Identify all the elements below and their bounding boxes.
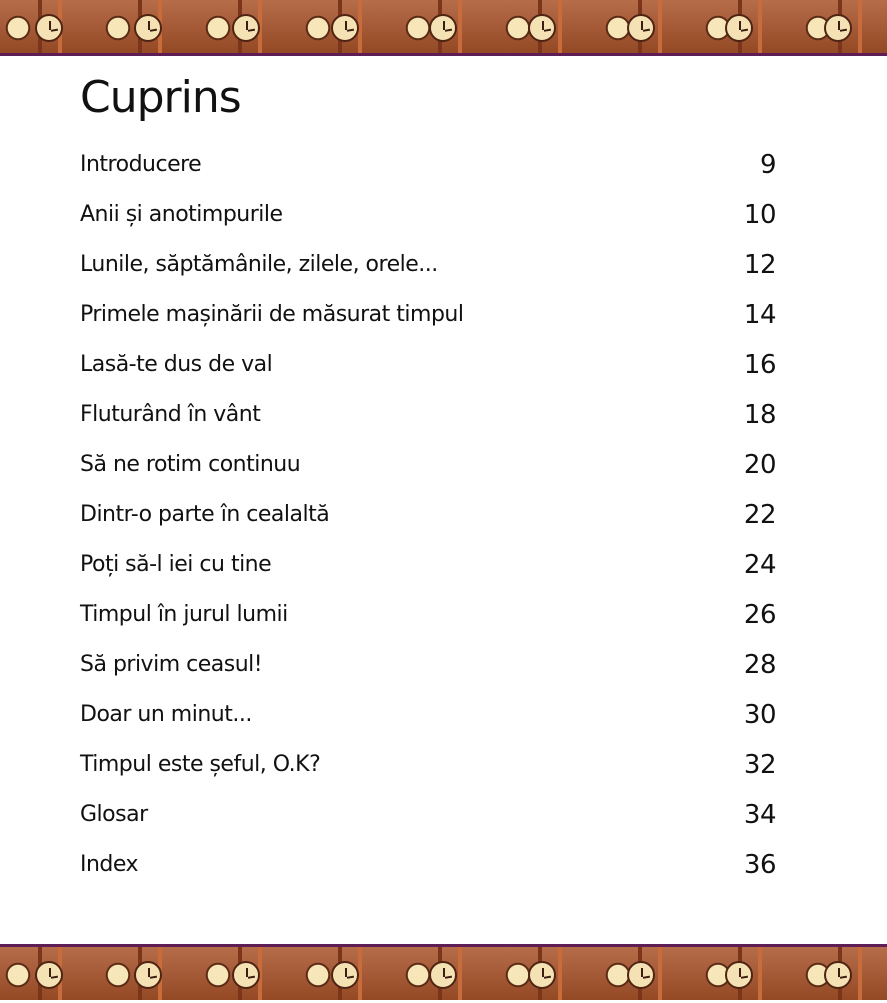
toc-list [80, 140, 776, 890]
page-title: Cuprins [80, 72, 241, 123]
bottom-decorative-border [0, 944, 887, 1000]
toc-entry-page: 32 [743, 750, 776, 780]
toc-entry-title: Glosar [80, 802, 148, 827]
toc-entry-title: Anii și anotimpurile [80, 202, 283, 227]
toc-entry [80, 140, 776, 190]
toc-entry-page: 12 [743, 250, 776, 280]
clock-icon [35, 14, 63, 42]
top-clock-row [0, 0, 887, 56]
toc-entry-title: Dintr-o parte în cealaltă [80, 502, 330, 527]
toc-entry-page: 18 [743, 400, 776, 430]
toc-entry-page: 9 [759, 150, 776, 180]
toc-entry-page: 28 [743, 650, 776, 680]
toc-entry-title: Să ne rotim continuu [80, 452, 301, 477]
toc-entry-title: Lunile, săptămânile, zilele, orele... [80, 252, 438, 277]
clock-icon [134, 961, 162, 989]
toc-entry [80, 490, 776, 540]
bottom-clock-row [0, 947, 887, 1003]
clock-icon [331, 961, 359, 989]
toc-entry [80, 190, 776, 240]
toc-entry-title: Fluturând în vânt [80, 402, 261, 427]
toc-entry [80, 290, 776, 340]
toc-entry-page: 36 [743, 850, 776, 880]
toc-entry [80, 690, 776, 740]
toc-entry-title: Să privim ceasul! [80, 652, 263, 677]
toc-entry-title: Doar un minut... [80, 702, 252, 727]
toc-entry [80, 790, 776, 840]
clock-icon [725, 14, 753, 42]
toc-entry [80, 540, 776, 590]
toc-entry [80, 840, 776, 890]
toc-entry [80, 740, 776, 790]
clock-icon [35, 961, 63, 989]
clock-icon [331, 14, 359, 42]
toc-entry-title: Timpul este șeful, O.K? [80, 752, 321, 777]
toc-entry [80, 340, 776, 390]
clock-icon [725, 961, 753, 989]
toc-entry-page: 10 [743, 200, 776, 230]
clock-icon [824, 14, 852, 42]
toc-entry [80, 440, 776, 490]
clock-icon [232, 14, 260, 42]
toc-entry-title: Lasă-te dus de val [80, 352, 273, 377]
toc-entry [80, 240, 776, 290]
clock-icon [232, 961, 260, 989]
toc-entry-page: 14 [743, 300, 776, 330]
top-decorative-border [0, 0, 887, 56]
toc-entry [80, 640, 776, 690]
toc-entry-page: 24 [743, 550, 776, 580]
toc-entry-page: 34 [743, 800, 776, 830]
toc-entry-page: 20 [743, 450, 776, 480]
clock-icon [429, 14, 457, 42]
clock-icon [134, 14, 162, 42]
toc-entry [80, 390, 776, 440]
toc-entry-title: Introducere [80, 152, 202, 177]
clock-icon [824, 961, 852, 989]
clock-icon [528, 14, 556, 42]
toc-entry-title: Primele mașinării de măsurat timpul [80, 302, 464, 327]
toc-entry-page: 26 [743, 600, 776, 630]
clock-icon [627, 14, 655, 42]
clock-icon [429, 961, 457, 989]
toc-entry-page: 22 [743, 500, 776, 530]
toc-entry [80, 590, 776, 640]
table-of-contents [80, 66, 776, 890]
toc-entry-page: 30 [743, 700, 776, 730]
toc-entry-title: Index [80, 852, 139, 877]
toc-entry-title: Poți să-l iei cu tine [80, 552, 272, 577]
clock-icon [528, 961, 556, 989]
toc-entry-page: 16 [743, 350, 776, 380]
clock-icon [627, 961, 655, 989]
toc-entry-title: Timpul în jurul lumii [80, 602, 288, 627]
